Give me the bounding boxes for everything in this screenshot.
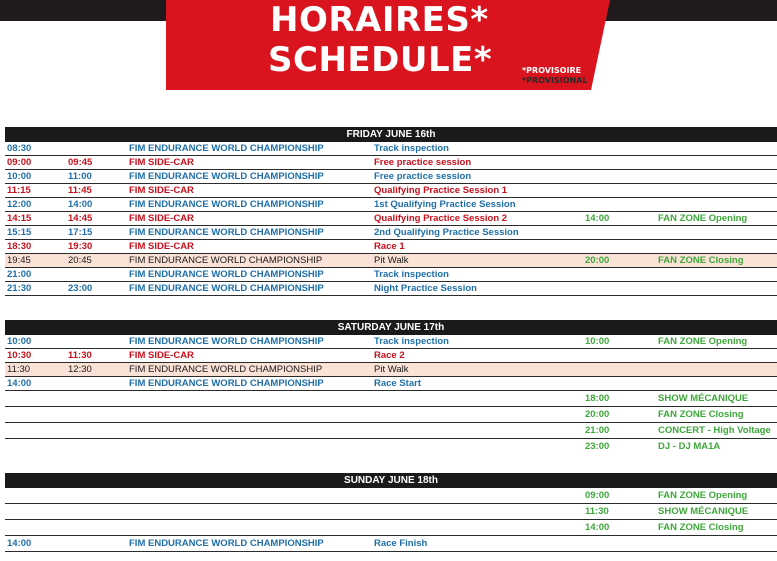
title-horaires: HORAIRES*: [270, 0, 489, 40]
day-header: SUNDAY JUNE 18th: [5, 473, 777, 488]
end-time: 11:30: [68, 350, 92, 361]
event-name: FIM ENDURANCE WORLD CHAMPIONSHIP: [129, 143, 324, 154]
day-header: SATURDAY JUNE 17th: [5, 320, 777, 335]
session-name: Pit Walk: [374, 364, 409, 375]
session-name: Free practice session: [374, 171, 472, 182]
start-time: 21:30: [7, 283, 32, 294]
schedule-row: [5, 520, 777, 536]
event-name: FIM ENDURANCE WORLD CHAMPIONSHIP: [129, 336, 324, 347]
fanzone-time: 23:00: [585, 441, 610, 452]
event-name: FIM ENDURANCE WORLD CHAMPIONSHIP: [129, 378, 324, 389]
start-time: 12:00: [7, 199, 32, 210]
session-name: Race 1: [374, 241, 405, 252]
title-banner: [0, 0, 777, 90]
fanzone-event: CONCERT - High Voltage: [658, 425, 771, 436]
event-name: FIM ENDURANCE WORLD CHAMPIONSHIP: [129, 269, 324, 280]
fanzone-event: FAN ZONE Closing: [658, 255, 744, 266]
event-name: FIM SIDE-CAR: [129, 350, 194, 361]
event-name: FIM SIDE-CAR: [129, 185, 194, 196]
schedule-row: [5, 184, 777, 198]
schedule-row: [5, 439, 777, 455]
end-time: 17:15: [68, 227, 93, 238]
end-time: 23:00: [68, 283, 93, 294]
schedule-row: [5, 212, 777, 226]
end-time: 12:30: [68, 364, 92, 375]
schedule-row: [5, 226, 777, 240]
start-time: 14:00: [7, 378, 32, 389]
schedule-row: [5, 349, 777, 363]
end-time: 19:30: [68, 241, 93, 252]
fanzone-event: FAN ZONE Opening: [658, 213, 748, 224]
schedule-row: [5, 282, 777, 296]
day-header: FRIDAY JUNE 16th: [5, 127, 777, 142]
session-name: 2nd Qualifying Practice Session: [374, 227, 519, 238]
fanzone-time: 09:00: [585, 490, 610, 501]
fanzone-time: 11:30: [585, 506, 609, 517]
note-provisoire: *PROVISOIRE: [522, 66, 582, 75]
fanzone-event: DJ - DJ MA1A: [658, 441, 721, 452]
event-name: FIM ENDURANCE WORLD CHAMPIONSHIP: [129, 538, 324, 549]
event-name: FIM ENDURANCE WORLD CHAMPIONSHIP: [129, 171, 324, 182]
session-name: Race Finish: [374, 538, 428, 549]
schedule-row: [5, 198, 777, 212]
end-time: 09:45: [68, 157, 93, 168]
session-name: Track inspection: [374, 336, 449, 347]
fanzone-time: 10:00: [585, 336, 610, 347]
event-name: FIM SIDE-CAR: [129, 241, 194, 252]
event-name: FIM ENDURANCE WORLD CHAMPIONSHIP: [129, 199, 324, 210]
start-time: 19:45: [7, 255, 31, 266]
start-time: 18:30: [7, 241, 32, 252]
session-name: Race Start: [374, 378, 421, 389]
schedule-row: [5, 170, 777, 184]
start-time: 08:30: [7, 143, 32, 154]
end-time: 11:45: [68, 185, 92, 196]
event-name: FIM ENDURANCE WORLD CHAMPIONSHIP: [129, 283, 324, 294]
day-friday: [5, 127, 777, 296]
start-time: 15:15: [7, 227, 32, 238]
day-sunday: [5, 473, 777, 552]
end-time: 14:00: [68, 199, 93, 210]
session-name: Qualifying Practice Session 2: [374, 213, 508, 224]
start-time: 10:00: [7, 336, 32, 347]
start-time: 09:00: [7, 157, 32, 168]
fanzone-event: SHOW MÉCANIQUE: [658, 506, 749, 517]
session-name: Pit Walk: [374, 255, 409, 266]
fanzone-event: SHOW MÉCANIQUE: [658, 393, 749, 404]
fanzone-event: FAN ZONE Opening: [658, 490, 748, 501]
session-name: Qualifying Practice Session 1: [374, 185, 508, 196]
end-time: 14:45: [68, 213, 93, 224]
end-time: 11:00: [68, 171, 92, 182]
session-name: Race 2: [374, 350, 405, 361]
fanzone-time: 14:00: [585, 213, 610, 224]
start-time: 10:30: [7, 350, 32, 361]
start-time: 11:30: [7, 364, 31, 375]
fanzone-event: FAN ZONE Closing: [658, 522, 744, 533]
session-name: Night Practice Session: [374, 283, 477, 294]
schedule-row: [5, 142, 777, 156]
event-name: FIM ENDURANCE WORLD CHAMPIONSHIP: [129, 364, 323, 375]
schedule-row-pitwalk: [5, 254, 777, 268]
schedule-row: [5, 335, 777, 349]
fanzone-time: 14:00: [585, 522, 610, 533]
schedule-row: [5, 504, 777, 520]
note-provisional: *PROVISIONAL: [522, 76, 588, 85]
session-name: Free practice session: [374, 157, 472, 168]
schedule-row: [5, 156, 777, 170]
session-name: Track inspection: [374, 143, 449, 154]
start-time: 11:15: [7, 185, 31, 196]
schedule-row: [5, 407, 777, 423]
event-name: FIM ENDURANCE WORLD CHAMPIONSHIP: [129, 227, 324, 238]
fanzone-event: FAN ZONE Opening: [658, 336, 748, 347]
start-time: 21:00: [7, 269, 32, 280]
schedule-row: [5, 268, 777, 282]
schedule-row-pitwalk: [5, 363, 777, 377]
event-name: FIM SIDE-CAR: [129, 213, 194, 224]
session-name: 1st Qualifying Practice Session: [374, 199, 516, 210]
start-time: 14:00: [7, 538, 32, 549]
end-time: 20:45: [68, 255, 92, 266]
schedule-row: [5, 536, 777, 552]
title-schedule: SCHEDULE*: [268, 40, 493, 80]
fanzone-event: FAN ZONE Closing: [658, 409, 744, 420]
fanzone-time: 18:00: [585, 393, 610, 404]
schedule-row: [5, 377, 777, 391]
schedule-row: [5, 488, 777, 504]
schedule-row: [5, 391, 777, 407]
event-name: FIM ENDURANCE WORLD CHAMPIONSHIP: [129, 255, 323, 266]
schedule-row: [5, 240, 777, 254]
start-time: 10:00: [7, 171, 32, 182]
fanzone-time: 20:00: [585, 409, 610, 420]
fanzone-time: 20:00: [585, 255, 610, 266]
schedule-row: [5, 423, 777, 439]
event-name: FIM SIDE-CAR: [129, 157, 194, 168]
fanzone-time: 21:00: [585, 425, 610, 436]
day-saturday: [5, 320, 777, 455]
start-time: 14:15: [7, 213, 32, 224]
session-name: Track inspection: [374, 269, 449, 280]
